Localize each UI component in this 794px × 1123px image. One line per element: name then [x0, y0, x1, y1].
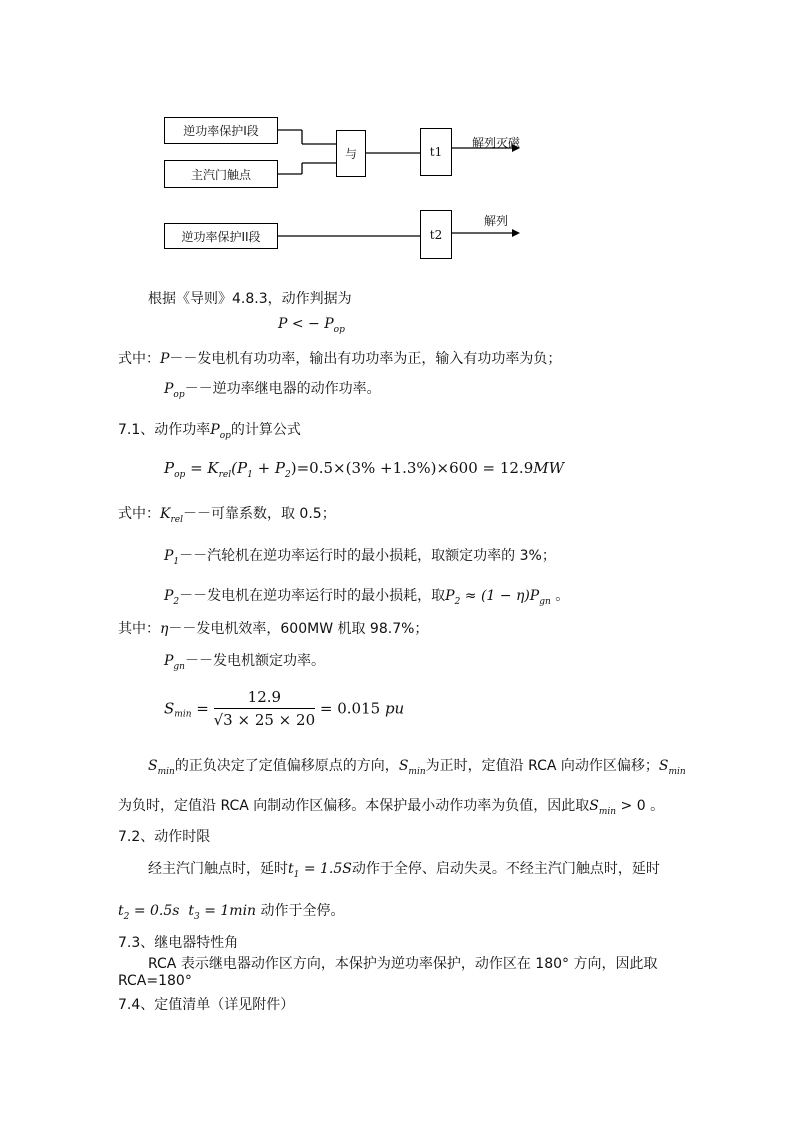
para2-sub: min: [598, 807, 617, 817]
smin-rhs: = 0.015: [319, 699, 381, 718]
p2-sub: 2: [173, 597, 180, 607]
where2-desc: －－可靠系数，取 0.5；: [182, 506, 336, 522]
p2-line: [164, 585, 569, 607]
s71-var: P: [210, 422, 220, 438]
time2-eq: = 0.5s: [129, 903, 180, 919]
smin-den: √3 × 25 × 20: [213, 711, 316, 729]
intro-line: 根据《导则》4.8.3，动作判据为: [148, 291, 352, 307]
criterion-formula: [278, 316, 345, 335]
time1-a: 经主汽门触点时，延时: [148, 861, 288, 877]
crit-p: P: [278, 316, 288, 332]
eq1-p2-sub: 2: [285, 470, 291, 480]
eq1-lhs-sub: op: [174, 470, 186, 480]
section-7-2-heading: 7.2、动作时限: [118, 829, 211, 845]
para1-var3: S: [658, 758, 669, 774]
output-label-trip-deexcite: 解列灭磁: [472, 136, 521, 150]
time1-var: t: [288, 861, 294, 877]
s71-sub: op: [219, 431, 231, 441]
time1-line: [148, 858, 660, 880]
p1-var: P: [164, 548, 174, 564]
para1-var2: S: [398, 758, 409, 774]
eta-var: η: [160, 621, 169, 637]
time2-sub2: 3: [194, 912, 200, 922]
logic-diagram: [0, 0, 794, 280]
para1-b: 为正时，定值沿 RCA 向动作区偏移；: [425, 758, 659, 774]
smin-fraction: [214, 688, 315, 729]
rca-line-1: RCA 表示继电器动作区方向，本保护为逆功率保护，动作区在 180° 方向，因此取: [148, 956, 658, 972]
para2-a: 为负时，定值沿 RCA 向制动作区偏移。本保护最小动作功率为负值，因此取: [118, 798, 590, 814]
eq1-rest: )=0.5×(3% +1.3%)×600 = 12.9: [290, 459, 534, 477]
p1-line: [164, 545, 556, 567]
where2-var: K: [160, 506, 171, 522]
pgn-sub: gn: [173, 662, 185, 672]
block-reverse-power-stage1: 逆功率保护I段: [164, 117, 278, 144]
section-7-3-heading: 7.3、继电器特性角: [118, 935, 239, 951]
equation-smin: $S_{min}$ = $\frac{12.9}{√3 \times 25 \times 20}$ = 0.015 pu: [164, 688, 405, 729]
where1-desc: －－发电机有功功率，输出有功功率为正，输入有功功率为负；: [169, 351, 562, 367]
eq1-k-sub: rel: [218, 470, 232, 480]
where1-label: 式中：: [118, 351, 160, 367]
where2-sub: rel: [170, 515, 183, 525]
eta-label: 其中：: [118, 621, 160, 637]
crit-sub: op: [333, 325, 345, 335]
time2-b: 动作于全停。: [256, 903, 345, 919]
eq1-plus: + P: [252, 459, 286, 477]
pgn-desc: －－发电机额定功率。: [184, 653, 325, 669]
para2-b: > 0 。: [616, 798, 665, 814]
block-reverse-power-stage2: 逆功率保护II段: [164, 223, 278, 249]
s71-a: 7.1、动作功率: [118, 422, 211, 438]
p2-eq-sub: 2: [454, 597, 461, 607]
para1-var: S: [148, 758, 158, 774]
s71-b: 的计算公式: [230, 422, 301, 438]
para2-line: [118, 795, 664, 817]
time2-eq2: = 1min: [199, 903, 257, 919]
time2-var2: t: [188, 903, 195, 919]
time1-sub: 1: [293, 870, 300, 880]
block-and-gate: 与: [336, 130, 366, 177]
p2-eq: ≈ (1 − η)P: [460, 588, 540, 604]
crit-op: < − P: [291, 316, 334, 332]
rca-line-2: RCA=180°: [118, 973, 192, 989]
para1-sub3: min: [668, 767, 686, 777]
arrow-t2-out: [512, 229, 520, 237]
para1-a: 的正负决定了定值偏移原点的方向，: [174, 758, 399, 774]
eq1-p1: (P: [231, 459, 248, 477]
output-label-trip: 解列: [484, 214, 509, 228]
pop-sub: op: [173, 390, 185, 400]
para1-sub: min: [157, 767, 175, 777]
block-timer-t1: t1: [420, 128, 452, 176]
pgn-var: P: [164, 653, 174, 669]
time2-line: [118, 900, 345, 922]
para2-var: S: [589, 798, 599, 814]
section-7-4-heading: 7.4、定值清单（详见附件）: [118, 997, 295, 1013]
block-main-valve-contact: 主汽门触点: [164, 160, 278, 188]
time2-sub: 2: [123, 912, 130, 922]
p2-end: 。: [550, 588, 570, 604]
p1-desc: －－汽轮机在逆功率运行时的最小损耗，取额定功率的 3%；: [179, 548, 556, 564]
smin-lhs: S: [164, 699, 175, 718]
pop-line: [164, 378, 381, 400]
para1-sub2: min: [408, 767, 426, 777]
time1-b: 动作于全停、启动失灵。不经主汽门触点时，延时: [351, 861, 660, 877]
pop-desc: －－逆功率继电器的动作功率。: [184, 381, 381, 397]
eta-line: [118, 618, 428, 638]
smin-sub: min: [174, 709, 192, 720]
p2-var: P: [164, 588, 174, 604]
p2-eq-var: P: [445, 588, 455, 604]
smin-num: 12.9: [214, 688, 315, 709]
where1-line: [118, 348, 561, 368]
p1-sub: 1: [173, 557, 180, 567]
eq1-k: = K: [190, 459, 219, 477]
eq1-p1-sub: 1: [247, 470, 253, 480]
para1-line: [148, 755, 686, 777]
where1-var: P: [160, 351, 170, 367]
equation-pop: [164, 459, 564, 480]
eq1-lhs: P: [164, 459, 175, 477]
pop-var: P: [164, 381, 174, 397]
p2-desc: －－发电机在逆功率运行时的最小损耗，取: [179, 588, 446, 604]
pgn-line: [164, 650, 325, 672]
section-7-1-heading: [118, 419, 301, 441]
eta-desc: －－发电机效率，600MW 机取 98.7%；: [168, 621, 429, 637]
smin-unit: pu: [384, 699, 405, 718]
time2-var: t: [118, 903, 124, 919]
where2-line: [118, 503, 336, 525]
p2-eq-sub2: gn: [539, 597, 551, 607]
time1-eq: = 1.5S: [299, 861, 352, 877]
block-timer-t2: t2: [420, 210, 452, 259]
where2-label: 式中：: [118, 506, 160, 522]
eq1-unit: MW: [533, 459, 565, 477]
